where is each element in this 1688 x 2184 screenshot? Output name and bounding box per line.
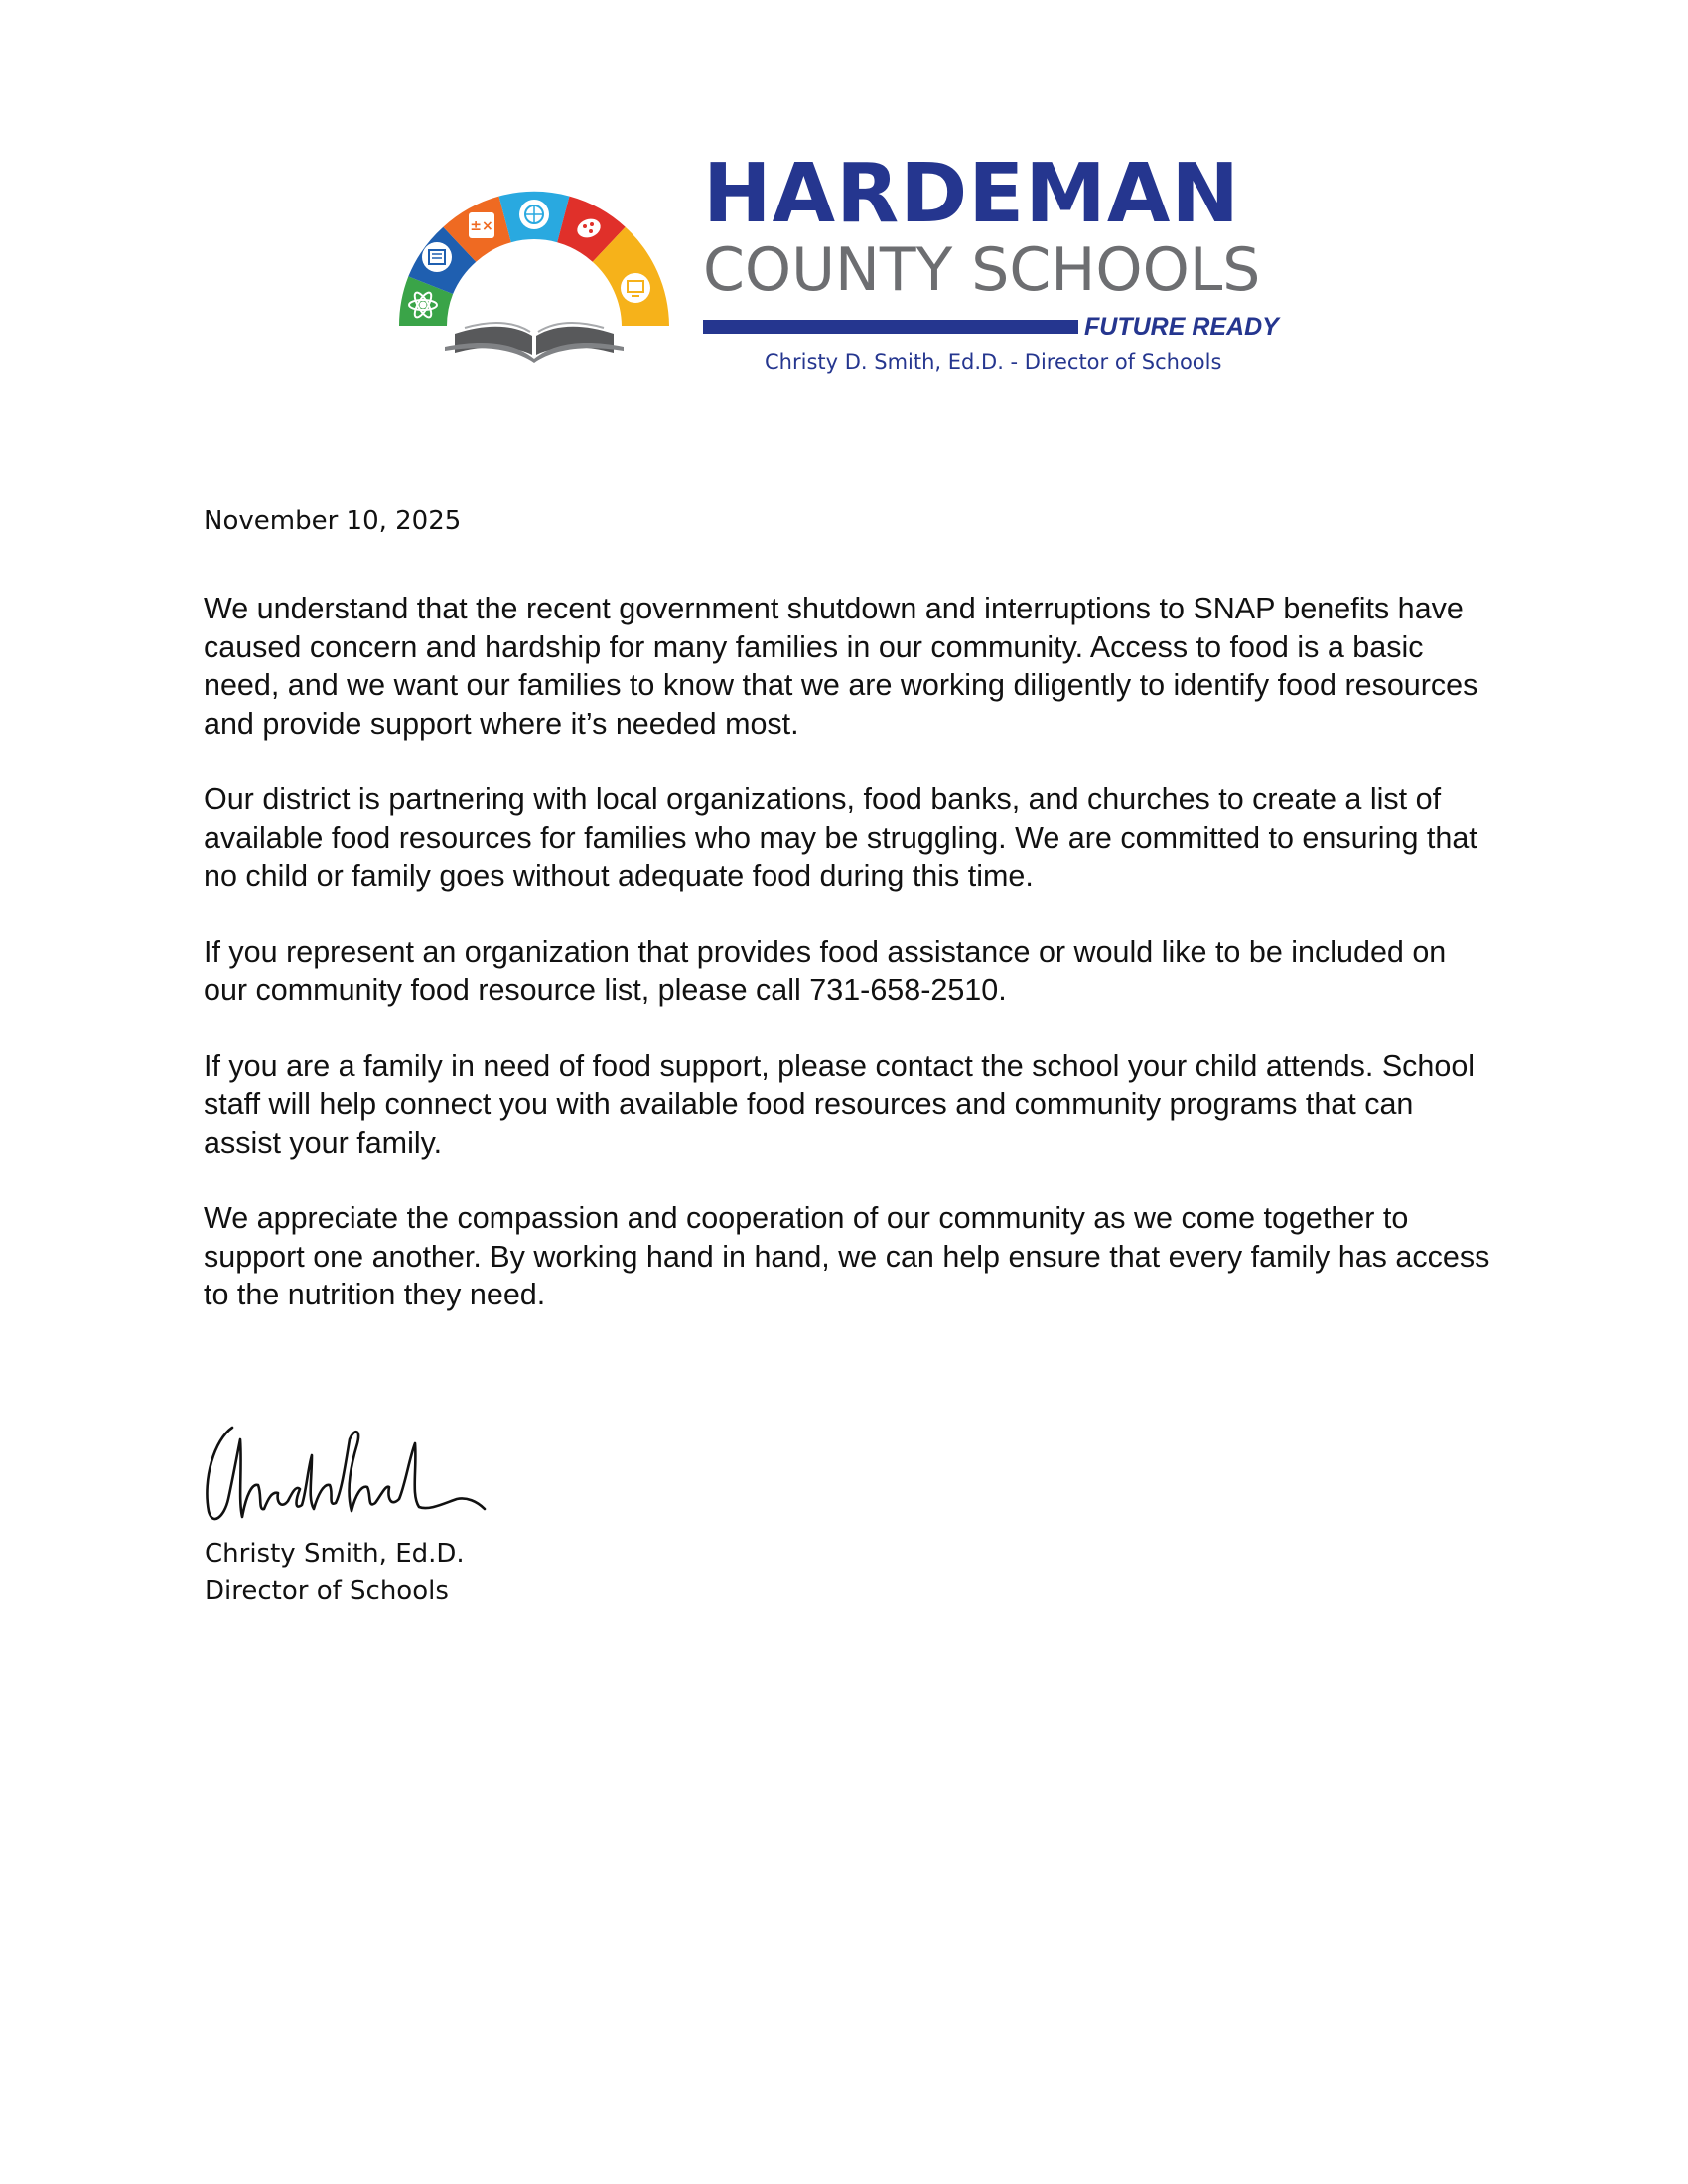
reading-icon <box>422 242 452 272</box>
open-book-icon <box>445 323 624 363</box>
brand-block <box>703 147 1289 375</box>
paragraph-4: If you are a family in need of food support, please contact the school your child attends. School staff will help connect you with available food resources and community programs that can assist your family. <box>204 1048 1476 1160</box>
signatory-name: Christy Smith, Ed.D. <box>205 1539 465 1569</box>
paragraph-2: Our district is partnering with local organizations, food banks, and churches to create a list of available food resources for families who may be struggling. We are committed to ensuring that no child or family goes without adequate food during this time. <box>204 782 1477 892</box>
paragraph-3: If you represent an organization that provides food assistance or would like to be included on our community food resource list, please call 731-658-2510. <box>204 934 1447 1007</box>
math-icon <box>469 212 494 238</box>
paragraph-1: We understand that the recent government shutdown and interruptions to SNAP benefits have caused concern and hardship for many families in our community. Access to food is a basic need, and we want our families to know that we are working diligently to identify food resources and provide support where it’s needed most. <box>204 592 1478 741</box>
svg-text:±×: ±× <box>470 218 493 234</box>
letter-body <box>204 504 1494 1352</box>
tagline: FUTURE READY <box>1084 313 1279 341</box>
handwritten-signature <box>197 1400 494 1549</box>
tagline-row <box>703 314 1289 340</box>
computer-icon <box>621 273 650 303</box>
letterhead <box>385 139 1289 377</box>
signatory-title: Director of Schools <box>205 1576 449 1606</box>
district-subtitle: COUNTY SCHOOLS <box>703 235 1261 305</box>
paragraph-5: We appreciate the compassion and cooperation of our community as we come together to support one another. By working hand in hand, we can help ensure that every family has access to the nutrition they need. <box>204 1201 1490 1311</box>
tagline-bar <box>703 320 1078 334</box>
district-name: HARDEMAN <box>703 147 1240 241</box>
district-logo <box>385 139 683 367</box>
letter-date: November 10, 2025 <box>204 506 462 536</box>
globe-icon <box>519 200 549 229</box>
director-line: Christy D. Smith, Ed.D. - Director of Schools <box>765 350 1222 374</box>
signature-block <box>197 1400 614 1610</box>
